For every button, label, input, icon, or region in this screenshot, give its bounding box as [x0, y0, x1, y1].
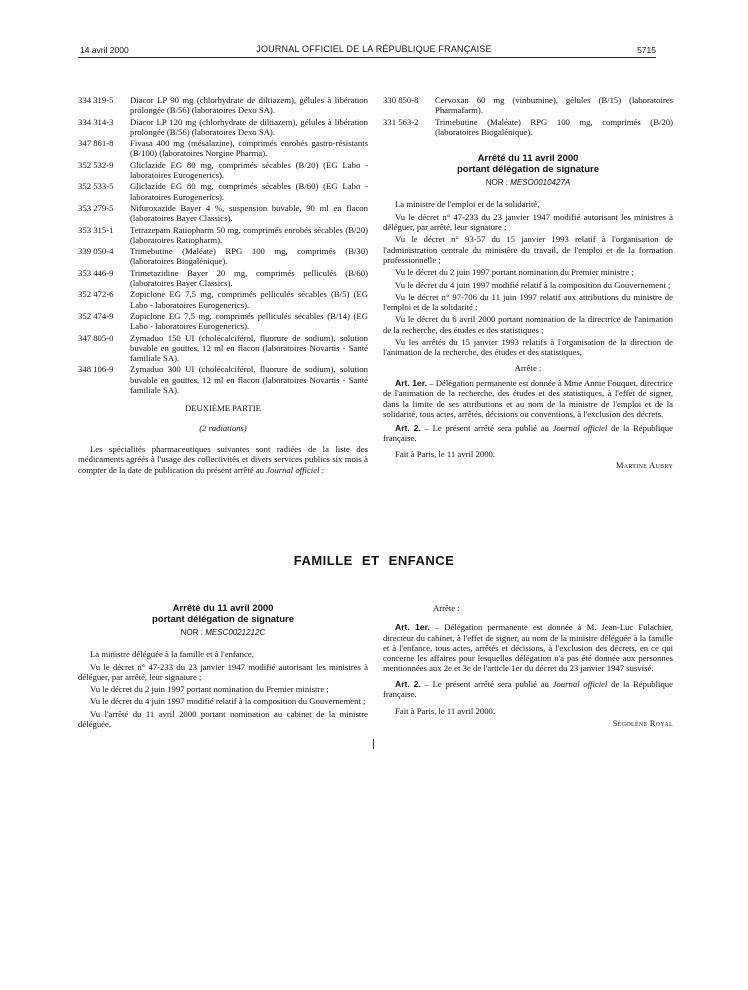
product-code: 352 533-5: [78, 181, 114, 192]
journal-title: JOURNAL OFFICIEL DE LA RÉPUBLIQUE FRANÇAISE: [256, 44, 492, 54]
right-entry-list: [383, 95, 673, 137]
product-entry: [78, 117, 368, 138]
visa-paragraph: La ministre de l'emploi et de la solidarité,: [395, 199, 540, 210]
visa-paragraph: Vu le décret n° 93-57 du 15 janvier 1993 relatif à l'organisation de l'administration centrale du ministère du travail, de l'emploi et de la formation professionnelle ;: [383, 234, 673, 265]
product-description: Zopiclone EG 7,5 mg, comprimés pelliculés sécables (B/5) (EG Labo - laboratoires Eurogenerics).: [130, 289, 368, 310]
visa-paragraph: Vu les arrêtés du 15 janvier 1993 relatifs à l'organisation de la direction de l'animation de la recherche, des études et des statistiques,: [383, 337, 673, 358]
article-label: Art. 2.: [395, 423, 421, 434]
product-entry: [78, 138, 368, 159]
article-text: – Délégation permanente est donnée à Mme Annie Fouquet, directrice de l'animation de la recherche, des études et des statistiques, à l'effet de signer, dans la limite de ses attributions et au nom de la ministre de l'emploi et de la solidarité, tous actes, arrêtés, décisions ou conventions, à l'exclusion des décrets.: [383, 377, 673, 419]
arrete-1-article-1: [383, 378, 673, 419]
article-label: Art. 2.: [395, 678, 421, 689]
arrete-1-article-2: [383, 423, 673, 444]
product-description: Diacor LP 120 mg (chlorhydrate de diltiazem), gélules à libération prolongée (B/56) (laboratoires Dexo SA).: [130, 116, 368, 137]
radiation-paragraph: [78, 444, 368, 475]
product-code: 352 532-9: [78, 159, 114, 170]
product-entry: [78, 203, 368, 224]
nor-value: MESO0010427A: [510, 178, 571, 188]
journal-officiel-ref: Journal officiel: [552, 678, 608, 689]
product-code: 352 472-6: [78, 289, 114, 300]
bottom-left-column: [78, 603, 368, 731]
section-title: FAMILLE ET ENFANCE: [293, 553, 455, 568]
visa-paragraph: La ministre déléguée à la famille et à l'enfance,: [90, 649, 254, 660]
header-rule: [78, 57, 656, 58]
product-description: Trimebutine (Maléate) RPG 100 mg, comprimés (B/20) (laboratoires Biogalénique).: [435, 116, 673, 137]
radiation-paragraph-text: Les spécialités pharmaceutiques suivantes sont radiées de la liste des médicaments agréés à l'usage des collectivités et divers services publics six mois à compter de la date de publication du présent arrêté au: [78, 443, 368, 475]
product-code: 353 446-9: [78, 267, 114, 278]
journal-officiel-ref: Journal officiel: [266, 464, 320, 475]
radiation-paragraph-end: :: [319, 464, 325, 475]
visa-paragraph: Vu le décret du 2 juin 1997 portant nomination du Premier ministre ;: [395, 267, 634, 278]
product-code: 331 563-2: [383, 116, 419, 127]
nor-label: NOR :: [180, 628, 206, 637]
article-text: – Délégation permanente est donnée à M. Jean-Luc Fulachier, directeur du cabinet, à l'effet de signer, au nom de la ministre déléguée à la famille et à l'enfance, tous actes, arrêtés et décisions, à l'exclusion des décrets, en ce qui concerne les affaires pour lesquelles délégation n'a pas été donnée aux personnes mentionnées aux 2e et 3e de l'article 1er du décret du 23 janvier 1947 susvisé.: [383, 622, 673, 674]
visa-paragraph: Vu le décret du 4 juin 1997 modifié relatif à la composition du Gouvernement ;: [395, 279, 671, 290]
product-code: 330 850-8: [383, 95, 419, 105]
journal-officiel-ref: Journal officiel: [552, 423, 608, 434]
nor-value: MESC0021212C: [205, 628, 266, 637]
product-description: Zopiclone EG 7,5 mg, comprimés pelliculés sécables (B/14) (EG Labo - laboratoires Eurogenerics).: [130, 310, 368, 332]
page-header: [0, 43, 748, 57]
page-number: 5715: [637, 45, 656, 55]
product-code: 339 050-4: [78, 246, 114, 257]
product-code: 353 315-1: [78, 224, 114, 235]
product-description: Zymaduo 300 UI (cholécalciférol, fluorure de sodium), solution buvable en gouttes, 12 ml en flacon (laboratoires Novartis - Santé familiale SA).: [130, 364, 368, 396]
article-text: – Le présent arrêté sera publié au: [420, 423, 553, 434]
arrete-1-visas: [383, 199, 673, 357]
article-label: Art. 1er.: [395, 622, 430, 633]
bottom-right-column: [383, 603, 673, 729]
arrete-2-title: [78, 603, 368, 625]
product-description: Diacor LP 90 mg (chlorhydrate de diltiazem), gélules à libération prolongée (B/56) (laboratoires Dexo SA).: [130, 95, 368, 116]
visa-paragraph: Vu le décret du 6 avril 2000 portant nomination de la directrice de l'animation de la recherche, des études et des statistiques ;: [383, 314, 673, 335]
visa-paragraph: Vu le décret du 2 juin 1997 portant nomination du Premier ministre ;: [90, 684, 329, 695]
product-code: 347 805-0: [78, 332, 114, 343]
arrete-2-decision: Arrête :: [433, 603, 460, 613]
product-entry: [78, 311, 368, 332]
left-entry-list: [78, 95, 368, 395]
product-entry: [78, 364, 368, 395]
right-column: [383, 95, 673, 471]
product-description: Gliclazide EG 80 mg, comprimés sécables (B/60) (EG Labo - laboratoires Eurogenerics).: [130, 181, 368, 202]
arrete-1-nor: [383, 178, 673, 188]
product-code: 348 106-9: [78, 364, 114, 375]
arrete-1-decision: Arrête :: [514, 362, 542, 373]
header-date: 14 avril 2000: [80, 45, 129, 55]
article-text-end: de la République française.: [383, 423, 674, 444]
arrete-1-fait: Fait à Paris, le 11 avril 2000.: [395, 448, 496, 459]
arrete-2-title-line2: portant délégation de signature: [152, 614, 294, 625]
article-text: – Le présent arrêté sera publié au: [420, 678, 553, 689]
article-label: Art. 1er.: [395, 377, 428, 388]
product-entry: [383, 117, 673, 138]
product-description: Trimebutine (Maléate) RPG 100 mg, comprimés (B/30) (laboratoires Biogalénique).: [130, 246, 368, 267]
left-column: [78, 95, 368, 477]
product-description: Trimetazidine Bayer 20 mg, comprimés pelliculés (B/60) (laboratoires Bayer Classics).: [130, 267, 368, 289]
visa-paragraph: Vu le décret du 4 juin 1997 modifié relatif à la composition du Gouvernement ;: [90, 696, 366, 707]
article-text-end: de la République française.: [383, 678, 674, 700]
arrete-1-title-line2: portant délégation de signature: [457, 164, 599, 176]
product-description: Gliclazide EG 80 mg, comprimés sécables (B/20) (EG Labo - laboratoires Eurogenerics).: [130, 159, 368, 181]
product-code: 334 314-3: [78, 116, 114, 127]
arrete-2-nor: [78, 628, 368, 638]
arrete-2-title-line1: Arrêté du 11 avril 2000: [172, 603, 274, 614]
product-description: Fivasa 400 mg (mésalazine), comprimés enrobés gastro-résistants (B/100) (laboratoires Norgine Pharma).: [130, 138, 368, 159]
product-entry: [78, 268, 368, 289]
arrete-2-fait: Fait à Paris, le 11 avril 2000.: [395, 706, 496, 717]
product-entry: [383, 95, 673, 116]
product-entry: [78, 95, 368, 116]
visa-paragraph: Vu l'arrêté du 11 avril 2000 portant nomination au cabinet de la ministre déléguée,: [78, 708, 368, 730]
product-entry: [78, 181, 368, 202]
product-entry: [78, 246, 368, 267]
product-description: Tetrazepam Ratiopharm 50 mg, comprimés enrobés sécables (B/20) (laboratoires Ratiopharm).: [130, 224, 368, 245]
radiations-subtitle: (2 radiations): [199, 422, 247, 433]
product-entry: [78, 225, 368, 246]
product-code: 334 319-5: [78, 95, 114, 105]
visa-paragraph: Vu le décret n° 47-233 du 23 janvier 1947 modifié autorisant les ministres à déléguer, par arrêté, leur signature ;: [383, 211, 673, 233]
product-code: 353 279-5: [78, 202, 114, 213]
arrete-1-title-line1: Arrêté du 11 avril 2000: [477, 153, 579, 165]
arrete-1-title: [383, 153, 673, 175]
product-description: Nifuroxazide Bayer 4 %, suspension buvable, 90 ml en flacon (laboratoires Bayer Classics).: [130, 202, 368, 224]
arrete-2-visas: [78, 649, 368, 729]
arrete-2-article-2: [383, 679, 673, 700]
column-divider: [373, 739, 374, 749]
product-entry: [78, 333, 368, 364]
arrete-1-signature: Martine Aubry: [615, 461, 673, 471]
part-title: DEUXIÈME PARTIE: [185, 403, 261, 414]
visa-paragraph: Vu le décret n° 97-706 du 11 juin 1997 relatif aux attributions du ministre de l'emploi et de la solidarité ;: [383, 291, 673, 313]
product-entry: [78, 289, 368, 310]
nor-label: NOR :: [485, 178, 511, 188]
product-description: Cervoxan 60 mg (vinburnine), gélules (B/15) (laboratoires Pharmafarm).: [435, 95, 673, 116]
product-code: 352 474-9: [78, 310, 114, 321]
product-entry: [78, 160, 368, 181]
arrete-2-signature: Ségolène Royal: [612, 718, 673, 728]
product-code: 347 861-8: [78, 138, 114, 149]
product-description: Zymaduo 150 UI (cholécalciférol, fluorure de sodium), solution buvable en gouttes, 12 ml en flacon (laboratoires Novartis - Santé familiale SA).: [130, 332, 368, 364]
visa-paragraph: Vu le décret n° 47-233 du 23 janvier 1947 modifié autorisant les ministres à déléguer, par arrêté, leur signature ;: [78, 661, 368, 682]
arrete-2-article-1: [383, 622, 673, 673]
